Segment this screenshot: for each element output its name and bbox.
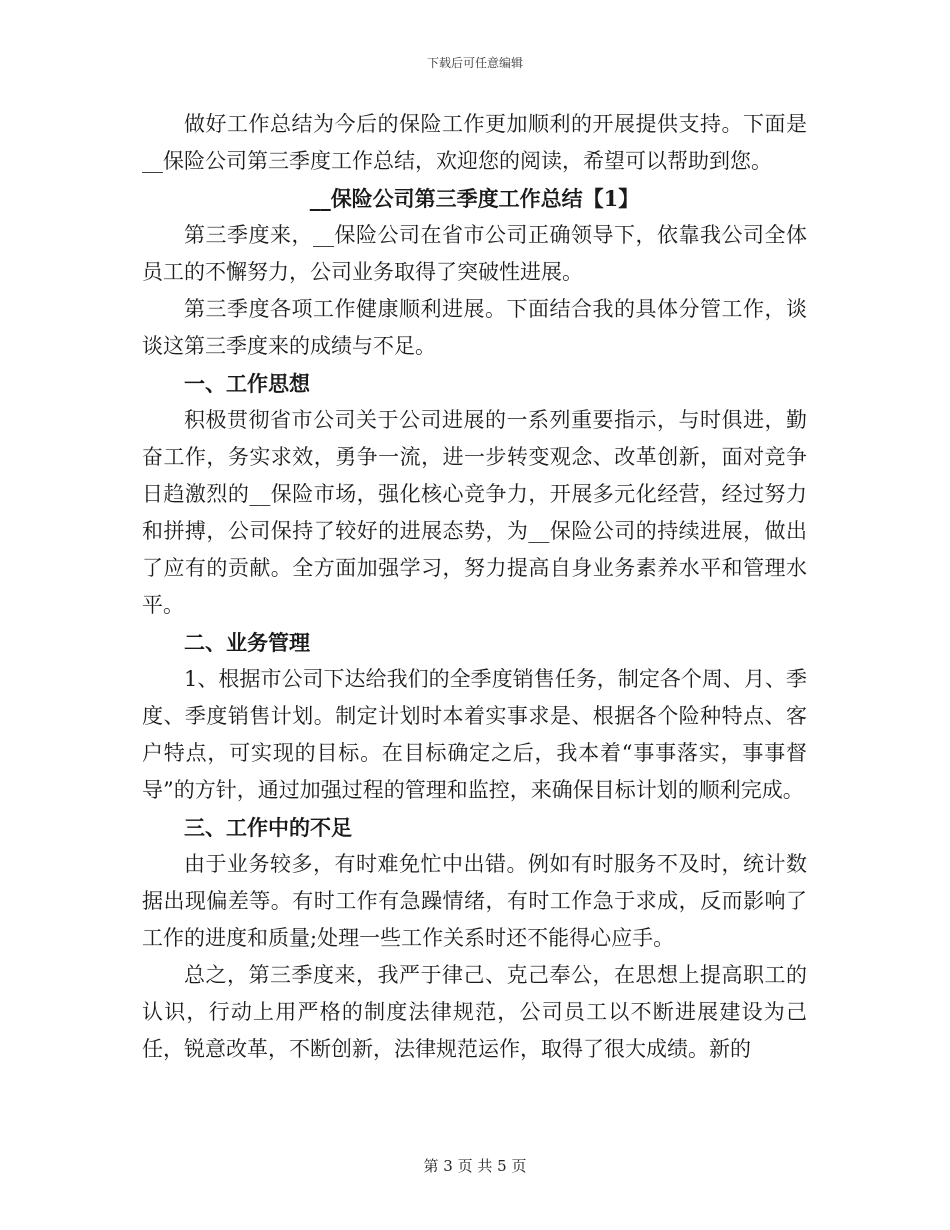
intro-paragraph: 做好工作总结为今后的保险工作更加顺利的开展提供支持。下面是__保险公司第三季度工作总结，欢迎您的阅读，希望可以帮助到您。 bbox=[142, 112, 807, 173]
section-heading-3: 三、工作中的不足 bbox=[184, 815, 352, 840]
paragraph-4: 1、根据市公司下达给我们的全季度销售任务，制定各个周、月、季度、季度销售计划。制定计划时本着实事求是、根据各个险种特点、客户特点，可实现的目标。在目标确定之后，我本着“事事落实，事事督导”的方针，通过加强过程的管理和监控，来确保目标计划的顺利完成。 bbox=[142, 667, 807, 802]
paragraph-5: 由于业务较多，有时难免忙中出错。例如有时服务不及时，统计数据出现偏差等。有时工作有急躁情绪，有时工作急于求成，反而影响了工作的进度和质量;处理一些工作关系时还不能得心应手。 bbox=[142, 852, 807, 950]
document-body bbox=[142, 106, 807, 1068]
section-heading-1: 一、工作思想 bbox=[184, 371, 310, 396]
paragraph-3: 积极贯彻省市公司关于公司进展的一系列重要指示，与时俱进，勤奋工作，务实求效，勇争一流，进一步转变观念、改革创新，面对竞争日趋激烈的__保险市场，强化核心竞争力，开展多元化经营，经过努力和拼搏，公司保持了较好的进展态势，为__保险公司的持续进展，做出了应有的贡献。全方面加强学习，努力提高自身业务素养水平和管理水平。 bbox=[142, 408, 807, 617]
page-footer: 第 3 页 共 5 页 bbox=[423, 1157, 527, 1175]
document-title: __保险公司第三季度工作总结【1】 bbox=[309, 186, 640, 211]
section-heading-2: 二、业务管理 bbox=[184, 630, 310, 655]
paragraph-6: 总之，第三季度来，我严于律己、克己奉公，在思想上提高职工的认识，行动上用严格的制度法律规范，公司员工以不断进展建设为己任，锐意改革，不断创新，法律规范运作，取得了很大成绩。新的 bbox=[142, 963, 807, 1061]
paragraph-2: 第三季度各项工作健康顺利进展。下面结合我的具体分管工作，谈谈这第三季度来的成绩与不足。 bbox=[142, 297, 807, 358]
page-header: 下载后可任意编辑 bbox=[426, 56, 523, 70]
paragraph-1: 第三季度来，__保险公司在省市公司正确领导下，依靠我公司全体员工的不懈努力，公司业务取得了突破性进展。 bbox=[142, 223, 807, 284]
